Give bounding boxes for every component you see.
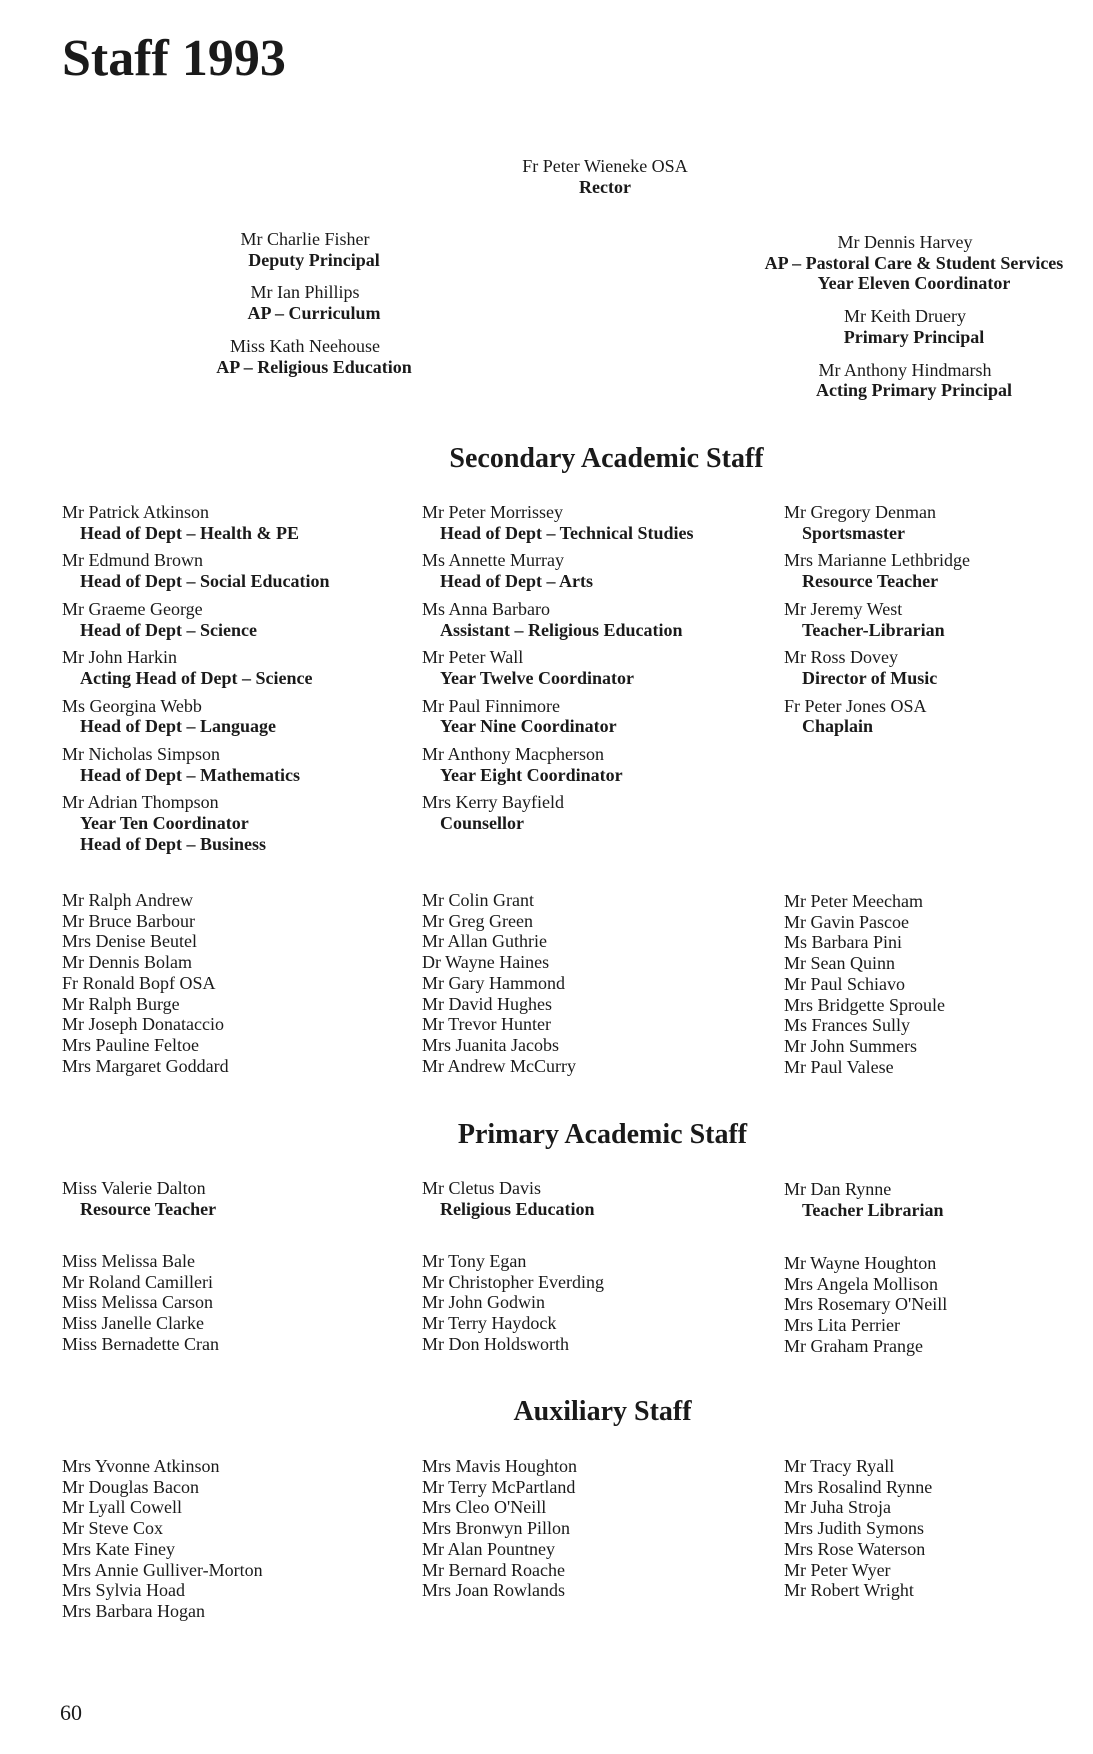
staff-name: Mr Edmund Brown (62, 550, 203, 571)
list-item: Mr Juha Stroja (784, 1497, 891, 1518)
staff-entry (62, 1178, 382, 1219)
auxiliary-list-1 (62, 1456, 382, 1622)
staff-entry (62, 599, 382, 640)
primary-role-3 (784, 1179, 1093, 1227)
staff-role: Year Nine Coordinator (440, 716, 617, 737)
staff-role: Assistant – Religious Education (440, 619, 683, 640)
staff-role: Head of Dept – Social Education (80, 571, 330, 592)
staff-name: Mr Anthony Hindmarsh (818, 359, 992, 380)
leadership-entry (180, 282, 430, 323)
primary-role-2 (422, 1178, 742, 1226)
staff-role: Teacher Librarian (802, 1199, 944, 1220)
list-item: Mr Gavin Pascoe (784, 911, 909, 932)
list-item: Mrs Yvonne Atkinson (62, 1456, 220, 1476)
staff-name: Mr Peter Morrissey (422, 502, 563, 522)
show-through-text (690, 55, 702, 108)
staff-role: Head of Dept – Science (80, 619, 257, 640)
staff-entry (62, 792, 382, 854)
staff-name: Mr Paul Finnimore (422, 695, 560, 716)
list-item: Mr Andrew McCurry (422, 1055, 576, 1076)
staff-role: Primary Principal (843, 326, 985, 347)
primary-role-1 (62, 1178, 382, 1226)
secondary-roles-col-3 (784, 502, 1093, 744)
leadership-right (730, 232, 1080, 413)
secondary-roles-col-2 (422, 502, 742, 841)
staff-name: Ms Georgina Webb (62, 695, 202, 716)
list-item: Mr Allan Guthrie (422, 931, 547, 952)
list-item: Mr Trevor Hunter (422, 1014, 551, 1035)
list-item: Mrs Bronwyn Pillon (422, 1518, 571, 1539)
list-item: Mrs Rose Waterson (784, 1538, 926, 1559)
staff-role: Resource Teacher (80, 1198, 217, 1219)
list-item: Mr Greg Green (422, 910, 533, 931)
staff-role: Head of Dept – Mathematics (80, 764, 300, 785)
leadership-entry (730, 360, 1080, 401)
staff-name: Mr Patrick Atkinson (62, 502, 209, 522)
list-item: Mr John Godwin (422, 1292, 546, 1313)
auxiliary-list-2 (422, 1456, 742, 1601)
list-item: Mr Graham Prange (784, 1335, 923, 1356)
list-item: Mrs Pauline Feltoe (62, 1034, 199, 1055)
list-item: Mr Terry McPartland (422, 1476, 576, 1497)
staff-role: Head of Dept – Technical Studies (440, 522, 694, 543)
list-item: Mrs Kate Finey (62, 1538, 175, 1559)
list-item: Mrs Annie Gulliver-Morton (62, 1559, 263, 1580)
staff-name: Mr Ian Phillips (250, 282, 360, 303)
list-item: Mrs Sylvia Hoad (62, 1580, 185, 1601)
list-item: Mr Ralph Burge (62, 993, 180, 1014)
list-item: Mr Douglas Bacon (62, 1476, 199, 1497)
list-item: Mr Steve Cox (62, 1518, 163, 1539)
list-item: Mr Roland Camilleri (62, 1271, 213, 1292)
list-item: Mr Paul Valese (784, 1056, 894, 1077)
list-item: Miss Janelle Clarke (62, 1313, 204, 1334)
secondary-roles-col-1 (62, 502, 382, 862)
rector-role: Rector (579, 176, 631, 197)
leadership-entry (730, 232, 1080, 294)
staff-role: Year Twelve Coordinator (440, 667, 634, 688)
secondary-list-1 (62, 890, 382, 1076)
staff-role: Year Eight Coordinator (440, 764, 623, 785)
primary-list-3 (784, 1253, 1093, 1357)
staff-name: Mrs Marianne Lethbridge (784, 550, 970, 571)
staff-name: Mr Peter Wall (422, 647, 524, 668)
staff-entry (422, 744, 742, 785)
staff-entry (422, 696, 742, 737)
list-item: Dr Wayne Haines (422, 952, 550, 973)
staff-name: Mr Graeme George (62, 598, 203, 619)
list-item: Mrs Juanita Jacobs (422, 1034, 559, 1055)
auxiliary-list-3 (784, 1456, 1093, 1601)
staff-role: Head of Dept – Language (80, 716, 277, 737)
primary-list-1 (62, 1251, 382, 1355)
staff-role: AP – Religious Education (216, 356, 412, 377)
rector-name: Fr Peter Wieneke OSA (522, 156, 688, 176)
list-item: Mrs Bridgette Sproule (784, 994, 945, 1015)
list-item: Mr Gary Hammond (422, 972, 565, 993)
staff-name: Fr Peter Jones OSA (784, 695, 927, 716)
staff-entry (62, 647, 382, 688)
staff-role: Head of Dept – Arts (440, 571, 593, 592)
staff-name: Miss Kath Neehouse (230, 335, 380, 356)
staff-entry (784, 502, 1093, 543)
staff-role: Acting Primary Principal (816, 380, 1012, 401)
staff-name: Mr Keith Druery (844, 306, 966, 327)
staff-entry (422, 502, 742, 543)
list-item: Mr Wayne Houghton (784, 1253, 937, 1273)
staff-role: AP – Curriculum (247, 303, 381, 324)
staff-name: Mr Anthony Macpherson (422, 744, 604, 765)
staff-name: Mr John Harkin (62, 647, 177, 668)
staff-entry (784, 1179, 1093, 1220)
list-item: Mrs Rosemary O'Neill (784, 1294, 948, 1315)
list-item: Mr Ralph Andrew (62, 890, 193, 910)
list-item: Mrs Margaret Goddard (62, 1055, 229, 1076)
staff-name: Mr Nicholas Simpson (62, 744, 221, 765)
staff-role: Director of Music (802, 667, 938, 688)
staff-role: Head of Dept – Health & PE (80, 522, 299, 543)
list-item: Mr Paul Schiavo (784, 973, 905, 994)
secondary-heading: Secondary Academic Staff (449, 443, 764, 474)
staff-role: AP – Pastoral Care & Student Services (764, 252, 1064, 273)
list-item: Mr Don Holdsworth (422, 1333, 569, 1354)
list-item: Mr Bruce Barbour (62, 910, 195, 931)
staff-role: Teacher-Librarian (802, 619, 945, 640)
staff-entry (62, 550, 382, 591)
staff-entry (422, 647, 742, 688)
staff-role: Chaplain (802, 716, 874, 737)
list-item: Mr Joseph Donataccio (62, 1014, 224, 1035)
rector-block (440, 156, 770, 197)
staff-role: Counsellor (440, 813, 525, 834)
staff-role: Sportsmaster (802, 522, 905, 543)
leadership-entry (180, 336, 430, 377)
list-item: Mr John Summers (784, 1035, 918, 1056)
staff-entry (784, 696, 1093, 737)
staff-name: Mr Dennis Harvey (837, 232, 973, 252)
list-item: Mr Robert Wright (784, 1580, 914, 1601)
list-item: Ms Barbara Pini (784, 932, 902, 953)
staff-entry (62, 744, 382, 785)
secondary-list-2 (422, 890, 742, 1076)
staff-entry (784, 647, 1093, 688)
list-item: Mrs Joan Rowlands (422, 1580, 565, 1601)
staff-name: Mr Ross Dovey (784, 647, 899, 668)
list-item: Mr Peter Meecham (784, 891, 923, 911)
staff-entry (422, 599, 742, 640)
list-item: Mrs Angela Mollison (784, 1273, 939, 1294)
staff-name: Mr Cletus Davis (422, 1178, 541, 1198)
list-item: Mr Terry Haydock (422, 1313, 557, 1334)
list-item: Mrs Barbara Hogan (62, 1600, 205, 1621)
list-item: Mr Lyall Cowell (62, 1497, 182, 1518)
primary-heading: Primary Academic Staff (457, 1119, 748, 1150)
staff-role: Acting Head of Dept – Science (80, 667, 313, 688)
staff-entry (784, 550, 1093, 591)
list-item: Mrs Denise Beutel (62, 931, 197, 952)
list-item: Miss Bernadette Cran (62, 1333, 219, 1354)
staff-role: Deputy Principal (248, 249, 380, 270)
leadership-entry (730, 306, 1080, 347)
list-item: Mr Dennis Bolam (62, 952, 192, 973)
staff-role: Resource Teacher (802, 571, 939, 592)
secondary-list-3 (784, 891, 1093, 1077)
list-item: Fr Ronald Bopf OSA (62, 972, 216, 993)
list-item: Mr Peter Wyer (784, 1559, 891, 1580)
list-item: Mr Christopher Everding (422, 1271, 604, 1292)
staff-entry (62, 502, 382, 543)
page-number: 60 (60, 1700, 82, 1725)
list-item: Mr Sean Quinn (784, 953, 895, 974)
primary-list-2 (422, 1251, 742, 1355)
staff-entry (784, 599, 1093, 640)
staff-name: Mrs Kerry Bayfield (422, 792, 564, 813)
page-title: Staff 1993 (62, 30, 286, 87)
leadership-entry (180, 229, 430, 270)
list-item: Mr Bernard Roache (422, 1559, 565, 1580)
list-item: Mr Tony Egan (422, 1251, 527, 1271)
staff-name: Mr Adrian Thompson (62, 792, 219, 813)
list-item: Ms Frances Sully (784, 1015, 910, 1036)
staff-entry (422, 550, 742, 591)
staff-role-secondary: Year Eleven Coordinator (817, 273, 1011, 294)
leadership-left (180, 229, 430, 389)
list-item: Miss Melissa Bale (62, 1251, 195, 1271)
staff-entry (62, 696, 382, 737)
list-item: Miss Melissa Carson (62, 1292, 214, 1313)
staff-role: Religious Education (440, 1198, 595, 1219)
list-item: Mrs Cleo O'Neill (422, 1497, 547, 1518)
staff-role: Year Ten Coordinator (80, 813, 249, 834)
staff-role-secondary: Head of Dept – Business (80, 833, 267, 854)
auxiliary-heading: Auxiliary Staff (513, 1396, 692, 1427)
staff-name: Ms Anna Barbaro (422, 598, 550, 619)
staff-name: Ms Annette Murray (422, 550, 564, 571)
staff-name: Mr Charlie Fisher (240, 229, 370, 249)
list-item: Mr David Hughes (422, 993, 552, 1014)
list-item: Mr Tracy Ryall (784, 1456, 895, 1476)
list-item: Mr Alan Pountney (422, 1538, 555, 1559)
staff-name: Miss Valerie Dalton (62, 1178, 206, 1198)
list-item: Mr Colin Grant (422, 890, 534, 910)
staff-entry (422, 1178, 742, 1219)
staff-entry (422, 792, 742, 833)
list-item: Mrs Mavis Houghton (422, 1456, 578, 1476)
staff-name: Mr Gregory Denman (784, 502, 936, 522)
list-item: Mrs Judith Symons (784, 1518, 925, 1539)
staff-name: Mr Dan Rynne (784, 1179, 892, 1199)
list-item: Mrs Lita Perrier (784, 1315, 900, 1336)
list-item: Mrs Rosalind Rynne (784, 1476, 933, 1497)
staff-name: Mr Jeremy West (784, 598, 903, 619)
